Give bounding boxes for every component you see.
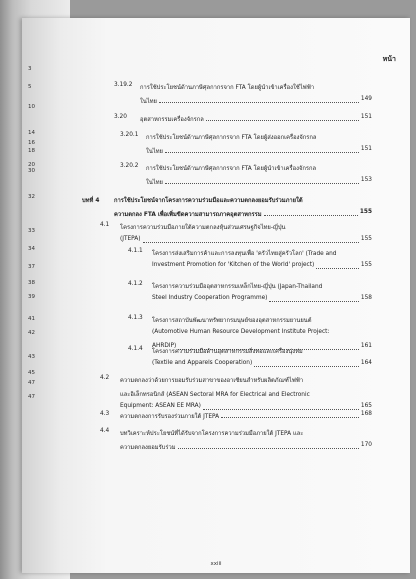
dot-leader [203,409,359,410]
margin-number: 47 [28,394,35,400]
toc-entry-continuation: ในไทย [146,149,163,155]
dot-leader [165,152,359,153]
toc-page-number: 155 [359,209,372,215]
toc-page-number: 151 [360,114,372,120]
toc-entry-continuation: Steel Industry Cooperation Programme) [152,295,268,301]
toc-entry-continuation: Investment Promotion for 'Kitchen of the World' project) [152,262,315,268]
margin-number: 37 [28,264,35,270]
toc-entry-number: 4.1.3 [128,315,143,321]
dot-leader [206,120,359,121]
toc-entry-number: 3.20.1 [120,132,139,138]
toc-entry-number: 4.3 [100,411,110,417]
dot-leader [221,417,359,418]
toc-entry-title: การใช้ประโยชน์ด้านภาษีศุลกากรจาก FTA โดยผู้นำเข้าเครื่องใช้ไฟฟ้า [140,85,315,91]
toc-page-number: 149 [360,96,372,102]
margin-number: 42 [28,330,35,336]
toc-entry-continuation: Equipment: ASEAN EE MRA) [120,403,201,409]
toc-entry-continuation: ในไทย [140,99,157,105]
toc-page-number: 170 [360,442,372,448]
toc-entry-number: บทที่ 4 [82,198,100,204]
margin-number: 16 [28,140,35,146]
toc-entry-continuation: ความตกลง FTA เพื่อเพิ่มขีดความสามารถภาคอุตสาหกรรม [114,212,262,218]
dot-leader [165,183,359,184]
dot-leader [264,215,358,216]
margin-number: 3 [28,66,32,72]
margin-number: 34 [28,246,35,252]
toc-entry-continuation: และอิเล็กทรอนิกส์ (ASEAN Sectoral MRA for Electrical and Electronic [120,392,310,398]
document-page [22,18,410,573]
toc-page-number: 151 [360,146,372,152]
toc-entry-title: โครงการส่งเสริมการค้าและการลงทุนเพื่อ 'ครัวไทยสู่ครัวโลก' (Trade and [152,251,337,257]
toc-entry-continuation: ในไทย [146,180,163,186]
toc-entry-title: บทวิเคราะห์ประโยชน์ที่ได้รับจากโครงการความร่วมมือภายใต้ JTEPA และ [120,431,304,437]
margin-number: 39 [28,294,35,300]
toc-page-number: 158 [360,295,372,301]
toc-entry-number: 3.19.2 [114,82,133,88]
margin-number: 38 [28,280,35,286]
page-footer-number: xxiii [210,561,222,567]
toc-entry-continuation: ความตกลงยอมรับร่วม [120,445,176,451]
margin-number: 18 [28,148,35,154]
toc-page-number: 168 [360,411,372,417]
toc-page-number: 164 [360,360,372,366]
toc-entry-number: 4.1 [100,222,110,228]
margin-number: 20 [28,162,35,168]
toc-page-number: 153 [360,177,372,183]
margin-number: 30 [28,168,35,174]
toc-entry-continuation: AHRDIP) [152,343,177,349]
margin-number: 10 [28,104,35,110]
toc-entry-title: การใช้ประโยชน์จากโครงการความร่วมมือและความตกลงยอมรับร่วมภายใต้ [114,198,303,204]
toc-entry-number: 4.1.1 [128,248,143,254]
margin-number: 45 [28,370,35,376]
dot-leader [178,448,359,449]
toc-entry-number: 3.20 [114,114,127,120]
toc-page-number: 161 [360,343,372,349]
toc-entry-continuation: (JTEPA) [120,236,141,242]
dot-leader [254,366,359,367]
toc-entry-continuation: (Automotive Human Resource Development Institute Project: [152,329,330,335]
toc-entry-title: โครงการสถาบันพัฒนาทรัพยากรมนุษย์ของอุตสาหกรรมยานยนต์ [152,318,312,324]
margin-number: 47 [28,380,35,386]
dot-leader [143,242,359,243]
toc-page-number: 155 [360,262,372,268]
margin-number: 43 [28,354,35,360]
toc-entry-title: โครงการความร่วมมืออุตสาหกรรมเหล็กไทย-ญี่ปุ่น (Japan-Thailand [152,284,323,290]
toc-entry-continuation: (Textile and Apparels Cooperation) [152,360,253,366]
toc-entry-title: อุตสาหกรรมเครื่องจักรกล [140,117,204,123]
toc-page-number: 155 [360,236,372,242]
toc-entry-title: โครงการความร่วมมือภายใต้ความตกลงหุ้นส่วนเศรษฐกิจไทย-ญี่ปุ่น [120,225,286,231]
margin-number: 33 [28,228,35,234]
margin-number: 32 [28,194,35,200]
toc-entry-number: 3.20.2 [120,163,139,169]
margin-number: 14 [28,130,35,136]
page-column-header: หน้า [382,55,396,63]
toc-entry-title: ความตกลงว่าด้วยการยอมรับร่วมสาขาของอาเซียนสำหรับผลิตภัณฑ์ไฟฟ้า [120,378,304,384]
margin-number: 41 [28,316,35,322]
toc-entry-number: 4.1.4 [128,346,143,352]
toc-entry-number: 4.2 [100,375,110,381]
toc-entry-title: การใช้ประโยชน์ด้านภาษีศุลกากรจาก FTA โดยผู้นำเข้าเครื่องจักรกล [146,166,317,172]
dot-leader [159,102,359,103]
toc-entry-title: การใช้ประโยชน์ด้านภาษีศุลกากรจาก FTA โดยผู้ส่งออกเครื่องจักรกล [146,135,317,141]
toc-entry-number: 4.1.2 [128,281,143,287]
dot-leader [316,268,359,269]
toc-page-number: 165 [360,403,372,409]
toc-entry-title: โครงการความร่วมมือด้านอุตสาหกรรมสิ่งทอและเครื่องนุ่งห่ม [152,349,303,355]
toc-entry-title: ความตกลงการรับรองร่วมภายใต้ JTEPA [120,414,220,420]
margin-number: 5 [28,84,32,90]
dot-leader [269,301,359,302]
toc-entry-number: 4.4 [100,428,110,434]
